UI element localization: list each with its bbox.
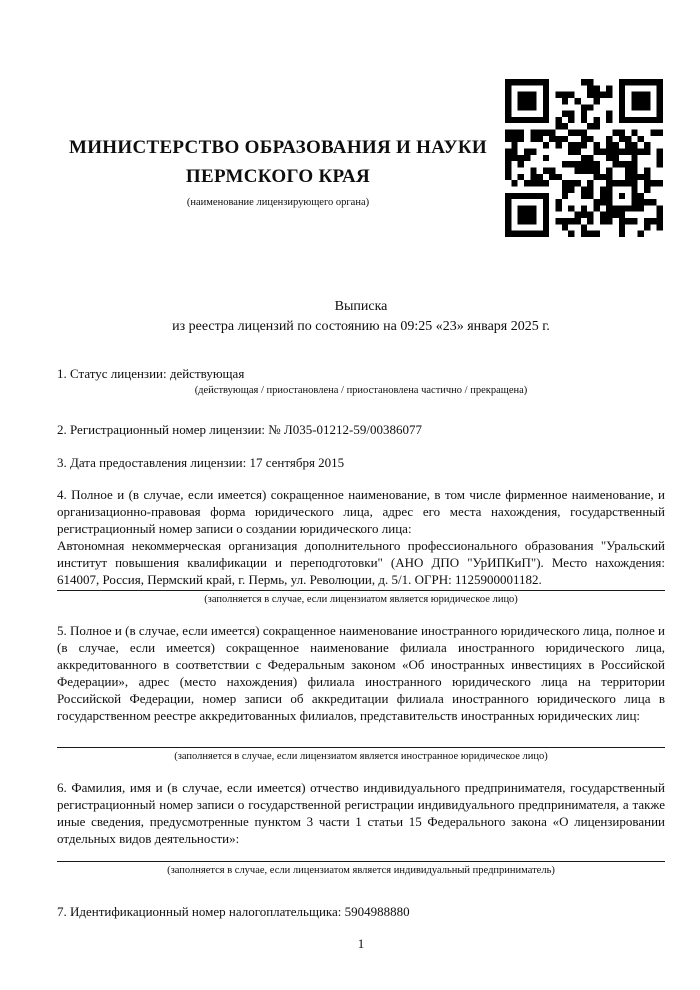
field-individual-entrepreneur — [57, 779, 665, 877]
document-title — [57, 297, 665, 337]
field-legal-entity-label: 4. Полное и (в случае, если имеется) сокращенное наименование, в том числе фирменное наименование, и организационно-правовая форма юридического лица, адрес его места нахождения, государственный регистрационный номер записи о создании юридического лица: — [57, 487, 665, 536]
field-license-status-text: 1. Статус лицензии: действующая — [57, 366, 245, 381]
field-registration-number: 2. Регистрационный номер лицензии: № Л035-01212-59/00386077 — [57, 422, 423, 437]
licensing-authority-header — [57, 133, 499, 209]
field-individual-entrepreneur-label: 6. Фамилия, имя и (в случае, если имеется) отчество индивидуального предпринимателя, государственный регистрационный номер записи о государственной регистрации индивидуального предпринимателя, а также иные сведения, предусмотренные пунктом 3 части 1 статьи 15 Федерального закона «О лицензировании отдельных видов деятельности»: — [57, 780, 665, 846]
fill-in-line — [57, 747, 665, 748]
document-title-line1: Выписка — [334, 299, 388, 314]
field-taxpayer-id: 7. Идентификационный номер налогоплательщика: 5904988880 — [57, 904, 410, 919]
qr-code — [505, 79, 663, 237]
ministry-title-line1: МИНИСТЕРСТВО ОБРАЗОВАНИЯ И НАУКИ — [68, 137, 488, 158]
field-legal-entity — [57, 486, 665, 606]
field-license-status-caption: (действующая / приостановлена / приостановлена частично / прекращена) — [194, 385, 528, 396]
fill-in-line — [57, 590, 665, 591]
licensing-authority-caption: (наименование лицензирующего органа) — [186, 197, 370, 208]
field-license-status — [57, 365, 665, 397]
document-body — [57, 297, 665, 952]
page-number: 1 — [357, 936, 365, 951]
field-foreign-entity-label: 5. Полное и (в случае, если имеется) сокращенное наименование иностранного юридического лица, полное и (в случае, если имеется) сокращенное наименование филиала иностранного юридического лица, аккредитованного в соответствии с Федеральным законом «Об иностранных инвестициях в Российской Федерации», адрес (место нахождения) филиала иностранного юридического лица на территории Российской Федерации, номер записи об аккредитации филиала иностранного юридического лица в государственном реестре аккредитованных филиалов, представительств иностранных юридических лиц: — [57, 623, 665, 723]
field-foreign-entity-caption: (заполняется в случае, если лицензиатом является иностранное юридическое лицо) — [174, 751, 548, 762]
ministry-title-line2: ПЕРМСКОГО КРАЯ — [185, 166, 371, 187]
document-title-line2: из реестра лицензий по состоянию на 09:25 «23» января 2025 г. — [172, 319, 550, 334]
field-legal-entity-caption: (заполняется в случае, если лицензиатом является юридическое лицо) — [204, 594, 518, 605]
licensing-authority-name — [57, 133, 499, 191]
field-individual-entrepreneur-caption: (заполняется в случае, если лицензиатом является индивидуальный предприниматель) — [167, 865, 555, 876]
field-grant-date: 3. Дата предоставления лицензии: 17 сентября 2015 — [57, 455, 345, 470]
fill-in-line — [57, 861, 665, 862]
field-legal-entity-value: Автономная некоммерческая организация дополнительного профессионального образования "Уральский институт повышения квалификации и переподготовки" (АНО ДПО "УрИПКиП"). Место нахождения: 614007, Россия, Пермский край, г. Пермь, ул. Революции, д. 5/1. ОГРН: 1125900001182. — [57, 538, 665, 587]
field-foreign-entity — [57, 622, 665, 763]
